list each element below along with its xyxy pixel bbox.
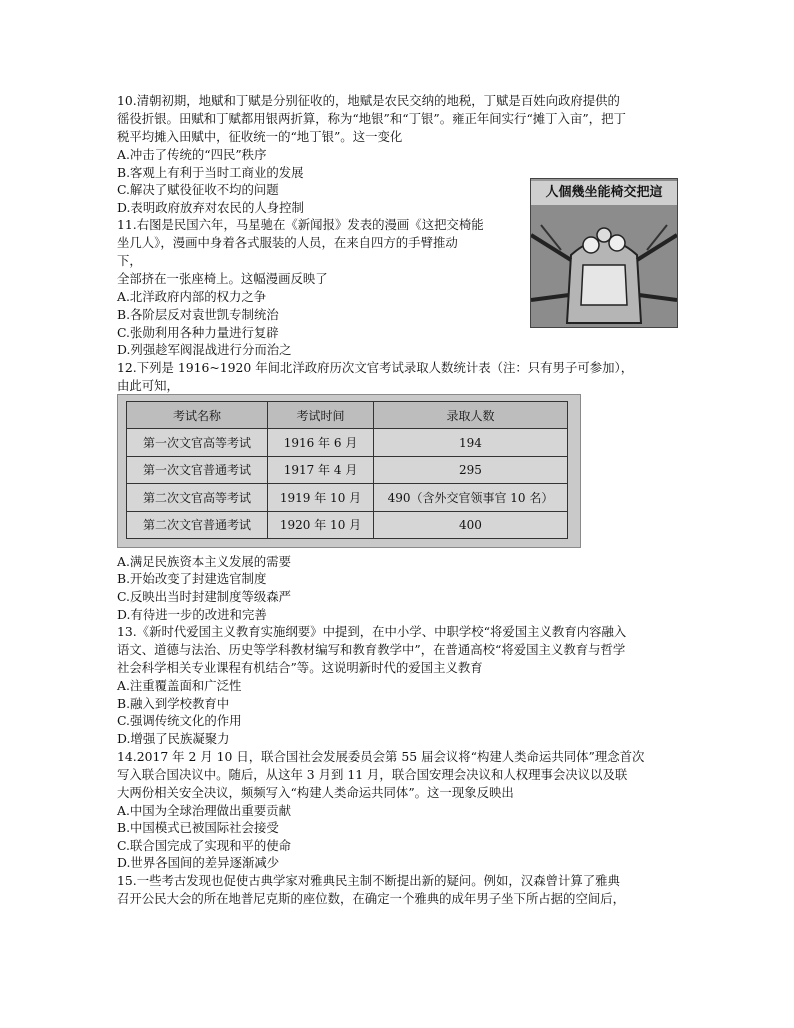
table-row [127, 456, 568, 483]
question-text: 大两份相关安全决议，频频写入“构建人类命运共同体”。这一现象反映出 [117, 784, 514, 800]
column-header: 录取人数 [373, 402, 567, 429]
option-c: C.张勋利用各种力量进行复辟 [117, 324, 279, 340]
option-b: B.中国模式已被国际社会接受 [117, 820, 279, 836]
question-text: 13.《新时代爱国主义教育实施纲要》中提到，在中小学、中职学校“将爱国主义教育内容融入 [117, 624, 627, 640]
option-c: C.解决了赋役征收不均的问题 [117, 182, 279, 198]
option-d: D.世界各国间的差异逐渐减少 [117, 855, 280, 871]
table-cell: 400 [373, 511, 567, 538]
option-a: A.冲击了传统的“四民”秩序 [117, 147, 267, 162]
question-text: 14.2017 年 2 月 10 日，联合国社会发展委员会第 55 届会议将“构建人类命运共同体”理念首次 [117, 748, 645, 764]
table-cell: 1919 年 10 月 [268, 484, 374, 511]
option-b: B.各阶层反对袁世凯专制统治 [117, 306, 279, 322]
question-text: 全部挤在一张座椅上。这幅漫画反映了 [117, 271, 328, 287]
table-header-row [127, 402, 568, 429]
option-d: D.有待进一步的改进和完善 [117, 606, 267, 622]
cartoon-drawing [531, 205, 677, 327]
cartoon-image [530, 178, 678, 328]
option-c: C.反映出当时封建制度等级森严 [117, 588, 292, 604]
option-c: C.强调传统文化的作用 [117, 713, 242, 729]
table-row [127, 511, 568, 538]
question-text: 12.下列是 1916~1920 年间北洋政府历次文官考试录取人数统计表（注：只有男子可参加）， [117, 359, 634, 375]
cartoon-caption: 人個幾坐能椅交把這 [531, 181, 677, 205]
question-text: 下， [117, 253, 142, 269]
exam-statistics-table-image [117, 394, 581, 548]
question-text: 税平均摊入田赋中，征收统一的“地丁银”。这一变化 [117, 129, 403, 144]
question-15 [117, 872, 677, 908]
column-header: 考试时间 [268, 402, 374, 429]
option-b: B.客观上有利于当时工商业的发展 [117, 164, 304, 180]
table-cell: 1920 年 10 月 [268, 511, 374, 538]
option-d: D.增强了民族凝聚力 [117, 730, 230, 746]
question-14 [117, 748, 677, 872]
question-text: 15.一些考古发现也促使古典学家对雅典民主制不断提出新的疑问。例如，汉森曾计算了雅典 [117, 872, 620, 888]
question-text: 写入联合国决议中。随后，从这年 3 月到 11 月，联合国安理会决议和人权理事会决议以及联 [117, 766, 628, 782]
table-cell: 第二次文官高等考试 [127, 484, 268, 511]
option-b: B.开始改变了封建选官制度 [117, 571, 267, 587]
table-row [127, 429, 568, 456]
table-cell: 1916 年 6 月 [268, 429, 374, 456]
option-a: A.注重覆盖面和广泛性 [117, 678, 242, 694]
question-13 [117, 623, 677, 747]
question-text: 召开公民大会的所在地普尼克斯的座位数，在确定一个雅典的成年男子坐下所占据的空间后， [117, 890, 626, 906]
question-text: 坐几人》，漫画中身着各式服装的人员，在来自四方的手臂推动 [117, 235, 458, 251]
option-b: B.融入到学校教育中 [117, 695, 230, 711]
option-c: C.联合国完成了实现和平的使命 [117, 837, 292, 853]
column-header: 考试名称 [127, 402, 268, 429]
table-cell: 1917 年 4 月 [268, 456, 374, 483]
option-d: D.列强趁军阀混战进行分而治之 [117, 342, 292, 358]
question-text: 11.右图是民国六年，马星驰在《新闻报》发表的漫画《这把交椅能 [117, 217, 484, 233]
table-cell: 194 [373, 429, 567, 456]
table-cell: 第一次文官普通考试 [127, 456, 268, 483]
table-cell: 第二次文官普通考试 [127, 511, 268, 538]
exam-table [126, 401, 568, 539]
option-d: D.表明政府放弃对农民的人身控制 [117, 199, 304, 215]
question-text: 社会科学相关专业课程有机结合”等。这说明新时代的爱国主义教育 [117, 660, 483, 676]
option-a: A.北洋政府内部的权力之争 [117, 289, 267, 305]
question-text: 语文、道德与法治、历史等学科教材编写和教育教学中”，在普通高校“将爱国主义教育与哲学 [117, 642, 626, 658]
option-a: A.满足民族资本主义发展的需要 [117, 553, 291, 569]
table-cell: 第一次文官高等考试 [127, 429, 268, 456]
table-cell: 490（含外交官领事官 10 名） [373, 484, 567, 511]
table-row [127, 484, 568, 511]
question-text: 10.清朝初期，地赋和丁赋是分别征收的，地赋是农民交纳的地税，丁赋是百姓向政府提供的 [117, 93, 620, 108]
question-text: 由此可知， [117, 377, 179, 393]
question-text: 徭役折银。田赋和丁赋都用银两折算，称为“地银”和“丁银”。雍正年间实行“摊丁入亩”，把丁 [117, 111, 626, 126]
option-a: A.中国为全球治理做出重要贡献 [117, 802, 291, 818]
table-cell: 295 [373, 456, 567, 483]
